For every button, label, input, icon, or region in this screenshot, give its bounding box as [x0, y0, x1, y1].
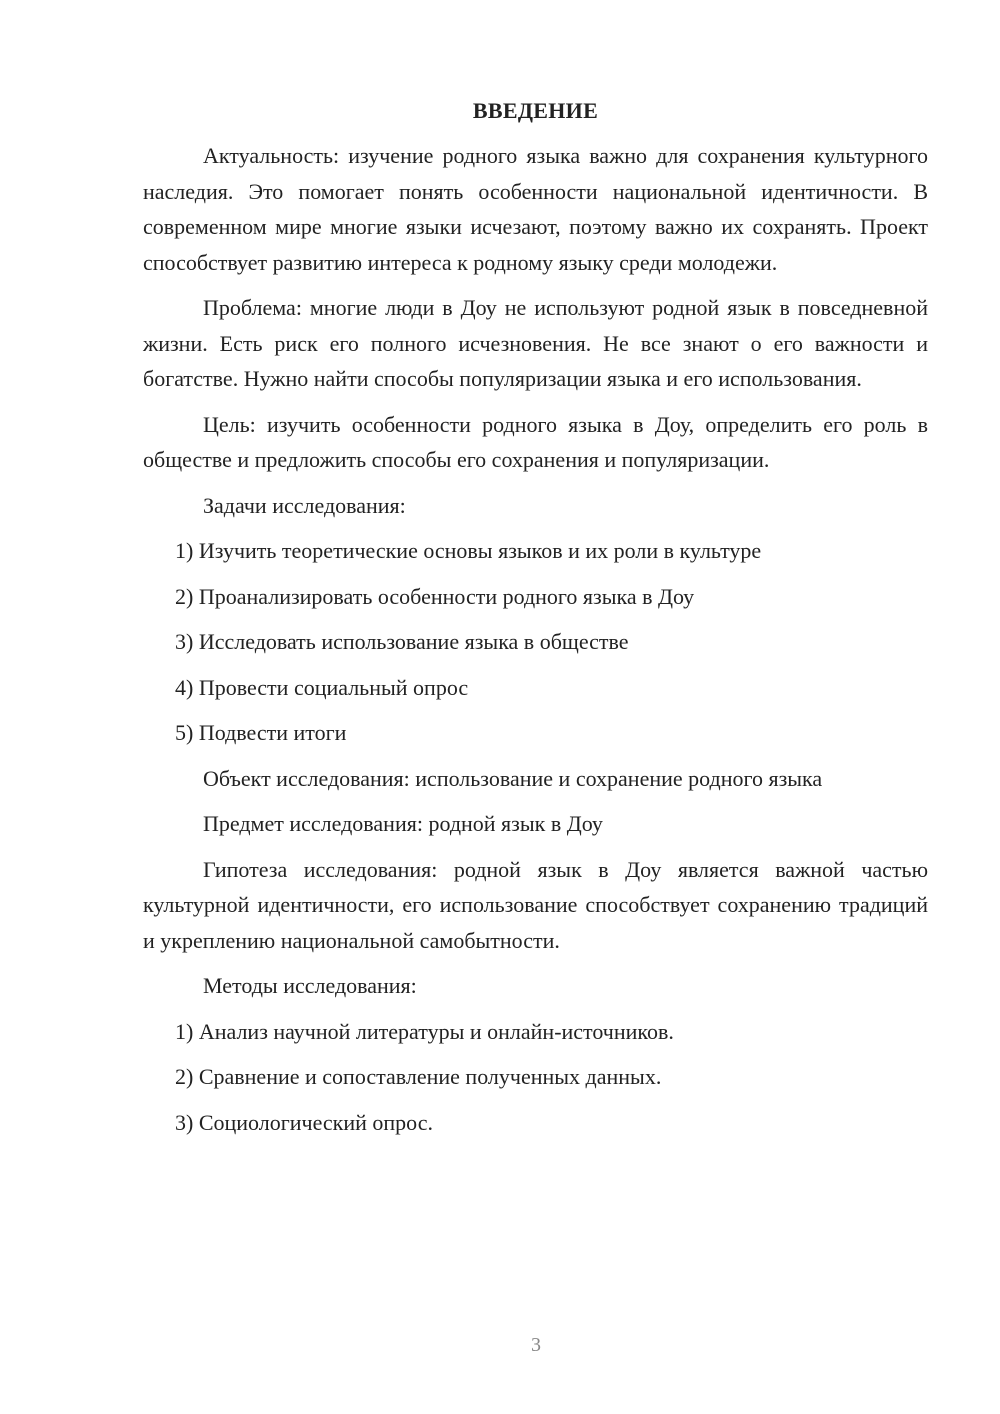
list-item: 3) Социологический опрос.: [175, 1109, 433, 1135]
page-number: 3: [531, 1334, 541, 1356]
page-title: ВВЕДЕНИЕ: [472, 98, 599, 123]
list-item: 1) Анализ научной литературы и онлайн-источников.: [175, 1018, 674, 1044]
object-line: Объект исследования: использование и сохранение родного языка: [203, 765, 823, 791]
list-item: 2) Сравнение и сопоставление полученных данных.: [175, 1064, 662, 1089]
relevance-paragraph: Актуальность: изучение родного языка важно для сохранения культурного наследия. Это помогает понять особенности национальной идентичности. В современном мире многие языки исчезают, поэтому важно их сохранять. Проект способствует развитию интереса к родному языку среди молодежи.: [143, 143, 928, 275]
list-item: 4) Провести социальный опрос: [175, 674, 469, 700]
tasks-list: [143, 533, 928, 761]
list-item: 1) Изучить теоретические основы языков и их роли в культуре: [175, 538, 762, 563]
list-item: 2) Проанализировать особенности родного языка в Доу: [175, 583, 695, 609]
page-content: [143, 96, 928, 1140]
problem-paragraph: Проблема: многие люди в Доу не используют родной язык в повседневной жизни. Есть риск его полного исчезновения. Не все знают о его важности и богатстве. Нужно найти способы популяризации языка и его использования.: [143, 295, 928, 391]
goal-paragraph: Цель: изучить особенности родного языка в Доу, определить его роль в обществе и предложить способы его сохранения и популяризации.: [143, 411, 928, 472]
hypothesis-paragraph: Гипотеза исследования: родной язык в Доу является важной частью культурной идентичности, его использование способствует сохранению традиций и укреплению национальной самобытности.: [143, 856, 928, 953]
subject-line: Предмет исследования: родной язык в Доу: [203, 811, 603, 836]
tasks-heading: Задачи исследования:: [203, 492, 406, 518]
methods-list: [143, 1014, 928, 1141]
list-item: 3) Исследовать использование языка в обществе: [175, 629, 629, 654]
list-item: 5) Подвести итоги: [175, 720, 347, 745]
methods-heading: Методы исследования:: [203, 973, 417, 998]
